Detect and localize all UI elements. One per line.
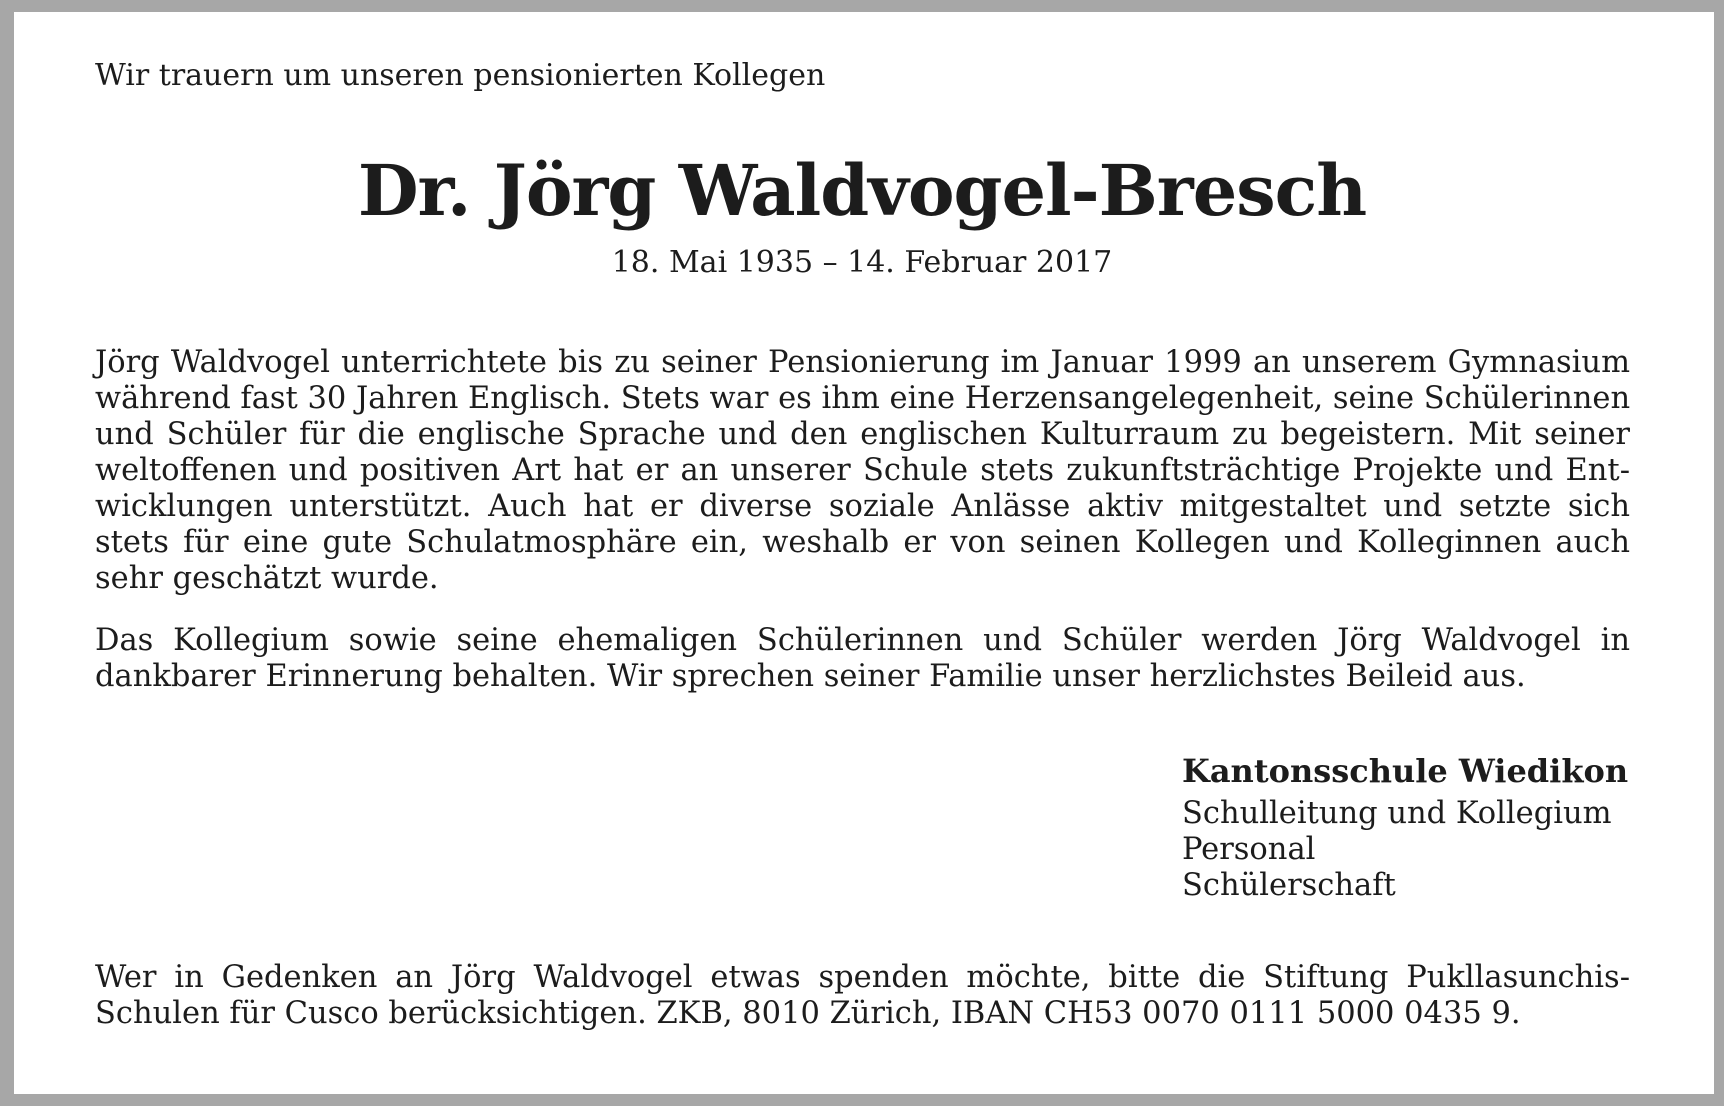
life-dates: 18. Mai 1935 – 14. Februar 2017 [611,245,1113,280]
paragraph-line: sehr geschätzt wurde. [95,561,439,596]
paragraph-line: Jörg Waldvogel unterrichtete bis zu seiner Pensionierung im Januar 1999 an unserem Gymnasium [95,345,1630,380]
paragraph-line: Wer in Gedenken an Jörg Waldvogel etwas spenden möchte, bitte die Stiftung Pukllasunchis- [95,960,1630,995]
condolence-paragraph [95,623,1630,695]
paragraph-line: während fast 30 Jahren Englisch. Stets war es ihm eine Herzensangelegenheit, seine Schülerinnen [95,381,1631,416]
deceased-name: Dr. Jörg Waldvogel-Bresch [357,149,1367,232]
intro-line: Wir trauern um unseren pensionierten Kollegen [95,58,826,93]
donation-paragraph [95,960,1630,1032]
signatory-line: Personal [1182,832,1316,868]
signatory-line: Schulleitung und Kollegium [1182,796,1612,832]
signature-block [1182,752,1628,904]
paragraph-line: Schulen für Cusco berücksichtigen. ZKB, 8010 Zürich, IBAN CH53 0070 0111 5000 0435 9. [95,996,1521,1031]
paragraph-line: wicklungen unterstützt. Auch hat er diverse soziale Anlässe aktiv mitgestaltet und setzte sich [95,489,1630,524]
school-name: Kantonsschule Wiedikon [1182,752,1629,790]
paragraph-line: dankbarer Erinnerung behalten. Wir sprechen seiner Familie unser herzlichstes Beileid aus. [95,659,1526,694]
tribute-paragraph [95,345,1630,597]
paragraph-line: Das Kollegium sowie seine ehemaligen Schülerinnen und Schüler werden Jörg Waldvogel in [95,623,1630,658]
paragraph-line: stets für eine gute Schulatmosphäre ein, weshalb er von seinen Kollegen und Kolleginnen auch [95,525,1630,560]
paragraph-line: weltoffenen und positiven Art hat er an unserer Schule stets zukunftsträchtige Projekte und Ent- [95,453,1630,488]
paragraph-line: und Schüler für die englische Sprache und den englischen Kulturraum zu begeistern. Mit seiner [95,417,1630,452]
signatory-line: Schülerschaft [1182,868,1396,904]
